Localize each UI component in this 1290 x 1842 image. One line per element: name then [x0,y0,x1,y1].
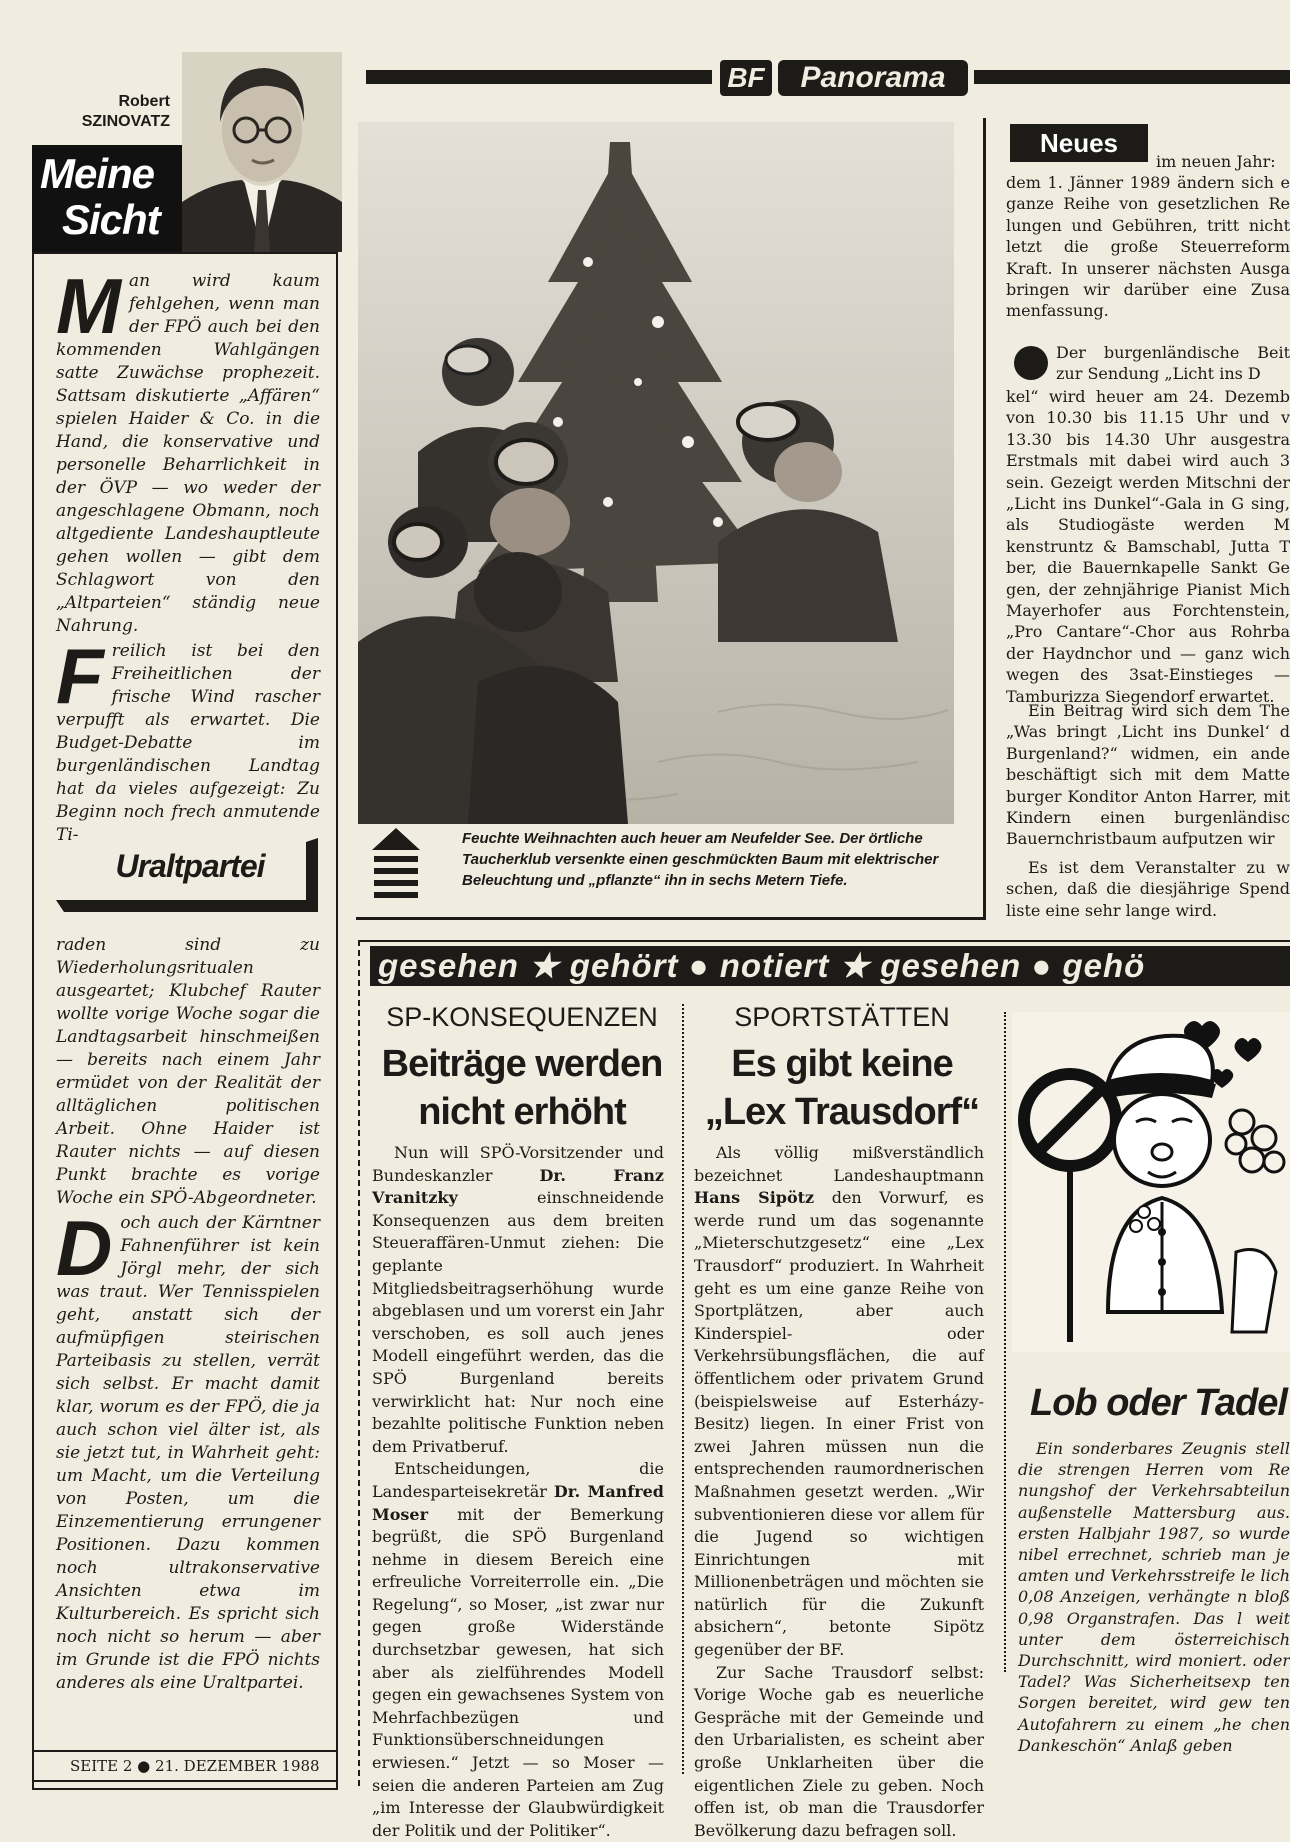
neues-label: Neues [1010,124,1148,162]
column-title-line1: Meine [40,150,155,197]
column-title-line2: Sicht [62,196,160,243]
header-rule-right [974,70,1290,84]
article-kicker-sport: SPORTSTÄTTEN [734,1002,950,1032]
author-first-name: Robert [118,93,170,110]
text-run: Nun will SPÖ-Vorsitzender und Bundeskanzler [372,1143,664,1185]
article-headline-sport [692,1040,992,1136]
headline-line-1: Es gibt keine [731,1043,953,1085]
column-paragraph-1-text: an wird kaum fehlgehen, wenn man der FPÖ auch bei den kommenden Wahlgängen satte Zuwächse prophezeit. Sattsam diskutierte „Affären“ spielen Haider & Co. in die Hand, die konservative und personelle Beharrlichkeit in der ÖVP — wo weder der angeschlagene Obmann, noch altgediente Landeshauptleute gehen wollen — gibt dem Schlagwort von den „Altparteien“ ständig neue Nahrung. [56,271,320,636]
text-run: Entscheidungen, die Landesparteisekretär [372,1459,664,1501]
divers-christmas-tree-photo [358,122,954,824]
article-paragraph [372,1458,664,1842]
bullet-dot-icon [1014,346,1048,380]
dropcap-m: M [56,262,121,350]
author-last-name: SZINOVATZ [81,113,170,130]
dropcap-d: D [56,1204,113,1292]
column-paragraph-4-text: och auch der Kärntner Fahnenführer ist kein Jörgl mehr, der sich was traut. Wer Tennisspielen geht, anstatt sich der aufmüpfigen steirischen Parteibasis zu stellen, verrät sich selbst. Er macht damit klar, worum es der FPÖ, die ja auch schon viel älter ist, als sie jetzt tut, in Wahrheit geht: um Macht, um die Verteilung von Posten, um die Einzementierung errungener Positionen. Dazu kommen noch ultrakonservative Ansichten etwa im Kulturbereich. Es spricht sich noch nicht so herum — aber im Grunde ist die FPÖ nichts anderes als eine Uraltpartei. [56,1213,320,1693]
column-paragraph-2 [56,632,320,847]
neues-paragraph-1: dem 1. Jänner 1989 ändern sich e ganze Reihe von gesetzlichen Re lungen und Gebühren, tritt nicht letzt die große Steuerreform Kraft. In unserer nächsten Ausga bringen wir darüber eine Zusa menfassung. [1006,173,1290,321]
bf-logo: BF [720,60,772,96]
article-paragraph [372,1142,664,1458]
column-paragraph-2-text: reilich ist bei den Freiheitlichen der frische Wind rascher verpufft als erwartet. Die Budget-Debatte im burgenländischen Landtag hat da vieles aufgezeigt: Zu Beginn noch frech anmutende Ti- [56,641,320,845]
article-body-sport [694,1142,984,1842]
neues-paragraph-3: Ein Beitrag wird sich dem The „Was bringt ‚Licht ins Dunkel‘ d Burgenland?“ widmen, ein ande beschäftigt sich mit dem Matte burger Konditor Anton Harrer, mit Kindern einen burgenländisc Bauernchristbaum aufputzen wir [1006,701,1290,849]
text-run: Als völlig mißverständlich bezeichnet Landeshauptmann [694,1143,984,1185]
lob-oder-tadel-title: Lob oder Tadel [1030,1382,1287,1424]
text-run: mit der Bemerkung begrüßt, die SPÖ Burgenland nehme in diesem Bereich eine erfreuliche Vorreiterrolle ein. „Die Regelung“, so Moser, „ist zwar nur gegen große Widerstände durchsetzbar gewesen, hat sich aber als zielführendes Modell gegen ein gewachsenes System von Mehrfachbezügen und Funktionsüberschneidungen erwiesen.“ Jetzt — so Moser — seien die anderen Parteien am Zug „im Interesse der Glaubwürdigkeit der Politik und der Politiker“. [372,1504,664,1840]
article-headline-sp [372,1040,672,1136]
person-name: Hans Sipötz [694,1188,815,1208]
gesehen-banner: gesehen ★ gehört ● notiert ★ gesehen ● gehö [370,946,1290,986]
author-portrait [182,52,342,252]
person-name: Dr. Manfred Moser [372,1481,664,1524]
neues-paragraph-2: kel“ wird heuer am 24. Dezemb von 10.30 bis 11.15 Uhr und v 13.30 bis 14.30 Uhr ausgestra Erstmals mit dabei wird auch 3 sein. Gezeigt werden Mitschni der „Licht ins Dunkel“-Gala in G sing, als Studiogäste werden M kenstruntz & Bamschabl, Jutta T ber, die Bauernkapelle Sankt Ge gen, der zehnjährige Pianist Mich Mayerhofer aus Forchtenstein, „Pro Cantare“-Chor aus Rohrba der Haydnchor und — ganz wich wegen des 3sat-Einstieges — Tamburizza Siegendorf erwartet. [1006,387,1290,706]
section-title: Panorama [778,60,968,96]
author-name [60,92,170,132]
article-paragraph: Zur Sache Trausdorf selbst: Vorige Woche gab es neuerliche Gespräche mit der Gemeinde und den Urbarialisten, es scheint aber große Unklarheiten über die eigentlichen Ziele zu geben. Noch offen ist, ob man die Trausdorfer Bevölkerung dazu befragen soll. [694,1662,984,1840]
photo-caption: Feuchte Weihnachten auch heuer am Neufelder See. Der örtliche Taucherklub versenkte einen geschmückten Baum mit elektrischer Beleuchtung und „pflanzte“ ihn in sechs Metern Tiefe. [462,830,939,889]
lob-paragraph: Ein sonderbares Zeugnis stell die strengen Herren vom Re nungshof der Verkehrsabteilun außenstelle Mattersburg aus. ersten Halbjahr 1987, so wurde nibel errechnet, schrieb man je amten und Verkehrsstreife le lich 0,08 Anzeigen, verhängte n bloß 0,98 Organstrafen. Das l weit unter dem österreichisch Durchschnitt, wird moniert. oder Tadel? Was Sicherheitsexp ten Sorgen bereitet, wird gew ten Autofahrern zu einem „he chen Dankeschön“ Anlaß geben [1018,1439,1290,1755]
column-subhead: Uraltpartei [115,848,265,884]
neues-lead: im neuen Jahr: [1156,152,1276,171]
text-run: einschneidende Konsequenzen aus dem breiten Steueraffären-Unmut ziehen: Die geplante Mitgliedsbeitragserhöhung wurde abgeblasen und um vorerst ein Jahr verschoben, es soll auch jenes Modell eingeführt werden, das die SPÖ Burgenland bereits verwirklicht hat: Nur noch eine bezahlte politische Funktion neben dem Privatberuf. [372,1188,664,1456]
neues-paragraph-4: Es ist dem Veranstalter zu w schen, daß die diesjährige Spend liste eine sehr lange wird. [1006,858,1290,920]
column-paragraph-4 [56,1204,320,1695]
column-paragraph-1 [56,262,320,638]
caption-arrow-icon [372,828,420,906]
neues-paragraph-2-start: Der burgenländische Beit zur Sendung „Licht ins D [1056,343,1290,384]
policeman-cartoon-illustration [1012,1012,1290,1352]
person-name: Dr. Franz Vranitzky [372,1165,664,1208]
column-paragraph-3: raden sind zu Wiederholungsritualen ausgeartet; Klubchef Rauter wollte vorige Woche sogar die Landtagsarbeit hinschmeißen — bereits nach einem Jahr ermüdet von der Realität der alltäglichen politischen Arbeit. Ohne Haider ist Rauter nichts — auf diesen Punkt brachte es vorige Woche ein SPÖ-Abgeordneter. [56,935,320,1208]
article-kicker-sp: SP-KONSEQUENZEN [386,1002,658,1032]
headline-line-2: „Lex Trausdorf“ [704,1091,980,1133]
headline-line-1: Beiträge werden [381,1043,663,1085]
column-divider [1004,1012,1006,1672]
dropcap-f: F [56,632,104,720]
article-paragraph [694,1142,984,1662]
header-rule-left [366,70,712,84]
headline-line-2: nicht erhöht [418,1091,626,1133]
column-divider [682,1004,684,1774]
lob-oder-tadel-body [1018,1438,1290,1756]
column-title-badge [32,145,182,253]
page-footer: SEITE 2 ● 21. DEZEMBER 1988 [32,1750,338,1782]
article-body-sp [372,1142,664,1842]
text-run: den Vorwurf, es werde rund um das sogenannte „Mieterschutzgesetz“ eine „Lex Trausdorf“ produziert. In Wahrheit geht es um eine ganze Reihe von Sportplätzen, aber auch Kinderspiel- oder Verkehrsübungsflächen, die auf öffentlichem oder privatem Grund (beispielsweise auf Esterházy-Besitz) liegen. In einer Frist von zwei Jahren müssen nun die entsprechenden raumordnerischen Maßnahmen gesetzt werden. „Wir subventionieren diese vor allem für die Jugend so wichtigen Einrichtungen mit Millionenbeträgen und möchten sie natürlich für die Zukunft absichern“, betonte Sipötz gegenüber der BF. [694,1188,985,1660]
